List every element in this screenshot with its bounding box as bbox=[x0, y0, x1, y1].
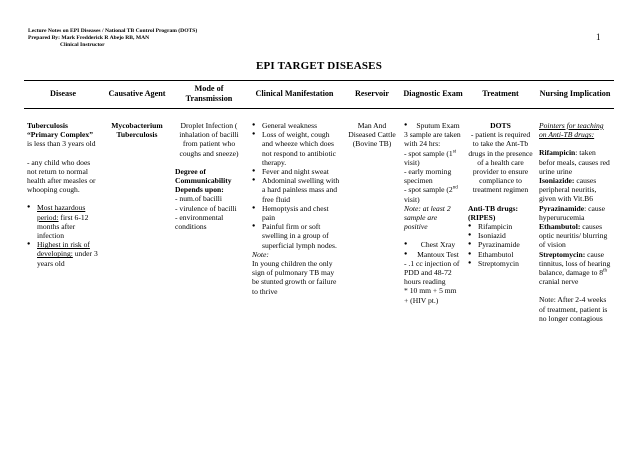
disease-name: Tuberculosis “Primary Complex” bbox=[27, 121, 94, 140]
drug-item: ● Isoniazid bbox=[468, 231, 533, 240]
manifestation-item: ● Fever and night sweat bbox=[252, 167, 340, 176]
col-header-reservoir: Reservoir bbox=[343, 81, 401, 109]
diseases-table bbox=[24, 80, 614, 323]
sputum-exam-item: ● Sputum Exam bbox=[404, 121, 462, 130]
manifestation-note-label: Note: bbox=[252, 249, 269, 259]
mantoux-test-item: ● Mantoux Test bbox=[404, 250, 462, 259]
drug-item: ● Rifampicin bbox=[468, 222, 533, 231]
hazard-period-item: ● Most hazardous period: first 6-12 months after infection bbox=[27, 203, 99, 240]
header-line-3: Clinical Instructor bbox=[60, 42, 105, 48]
manifestation-note: In young children the only sign of pulmonary TB may be stunted growth or failure to thrive bbox=[252, 259, 337, 296]
manifestation-item: ● Hemoptysis and chest pain bbox=[252, 204, 340, 222]
header-line-1: Lecture Notes on EPI Diseases / National TB Control Program (DOTS) bbox=[28, 28, 198, 34]
sputum-detail: 3 sample are taken with 24 hrs: bbox=[404, 130, 461, 149]
cell-causative-agent: Mycobacterium Tuberculosis bbox=[111, 121, 163, 140]
drug-item: ● Streptomycin bbox=[468, 259, 533, 268]
col-header-mode-of-transmission: Mode of Transmission bbox=[172, 81, 246, 109]
factor-item: - num.of bacilli bbox=[175, 194, 223, 204]
drug-item: ● Pyrazinamide bbox=[468, 240, 533, 249]
manifestation-item: ● Abdominal swelling with a hard painless mass and free fluid bbox=[252, 176, 340, 204]
manifestation-item: ● Loss of weight, cough and wheeze which does not respond to antibiotic therapy. bbox=[252, 130, 340, 167]
diagnostic-note: Note: at least 2 sample are positive bbox=[404, 203, 451, 232]
col-header-causative-agent: Causative Agent bbox=[102, 81, 172, 109]
factor-item: - virulence of bacilli bbox=[175, 203, 237, 213]
spot-sample-1: - spot sample (1st visit) bbox=[404, 148, 457, 167]
col-header-treatment: Treatment bbox=[465, 81, 536, 109]
cell-disease bbox=[24, 109, 102, 324]
page-title: EPI TARGET DISEASES bbox=[255, 60, 383, 72]
dots-label: DOTS bbox=[490, 121, 511, 130]
manifestation-item: ● General weakness bbox=[252, 121, 340, 130]
table-row bbox=[24, 109, 614, 324]
drug-item: ● Ethambutol bbox=[468, 250, 533, 259]
streptomycin-note: Streptomycin: cause tinnitus, loss of hearing balance, damage to 8th cranial nerve bbox=[539, 249, 611, 287]
col-header-clinical-manifestation: Clinical Manifestation bbox=[246, 81, 343, 109]
cell-nursing-implication bbox=[536, 109, 614, 324]
mantoux-reading: * 10 mm + 5 mm + (HIV pt.) bbox=[404, 286, 457, 305]
isoniazide-note: Isoniazide: causes peripheral neuritis, given with Vit.B6 bbox=[539, 176, 597, 204]
col-header-nursing-implication: Nursing Implication bbox=[536, 81, 614, 109]
chest-xray-item: ● Chest Xray bbox=[404, 240, 462, 249]
table-header-row bbox=[24, 81, 614, 109]
col-header-diagnostic-exam: Diagnostic Exam bbox=[401, 81, 465, 109]
factor-item: - environmental conditions bbox=[175, 212, 224, 232]
ethambutol-note: Ethambutol: causes optic neuritis/ blurring of vision bbox=[539, 222, 608, 250]
rifampicin-note: Rifampicin: taken befor meals, causes red urine urine bbox=[539, 148, 610, 176]
contagious-note: Note: After 2-4 weeks of treatment, patient is no longer contagious bbox=[539, 295, 608, 323]
cell-treatment bbox=[465, 109, 536, 324]
disease-name-suffix: is less than 3 years old bbox=[27, 139, 96, 149]
header-line-2: Prepared By: Mark Fredderick R Abejo RB, MAN bbox=[28, 35, 150, 41]
mantoux-detail: - .1 cc injection of PDD and 48-72 hours reading bbox=[404, 258, 460, 287]
spot-sample-2: - spot sample (2nd visit) bbox=[404, 185, 458, 204]
disease-child-note: - any child who does not return to normal health after measles or whooping cough. bbox=[27, 157, 96, 195]
cell-diagnostic-exam bbox=[401, 109, 465, 324]
cell-clinical-manifestation bbox=[246, 109, 343, 324]
document-header bbox=[28, 28, 197, 49]
page-number: 1 bbox=[596, 32, 601, 42]
cell-transmission bbox=[172, 109, 246, 324]
dots-text: - patient is required to take the Ant-Tb drugs in the presence of a health care provider to ensure compliance to treatment regimen bbox=[468, 130, 533, 195]
transmission-main: Droplet Infection ( inhalation of bacilli from patient who coughs and sneeze) bbox=[179, 121, 239, 158]
pointers-heading: Pointers for teaching on Anti-TB drugs: bbox=[539, 121, 604, 140]
manifestation-item: ● Painful firm or soft swelling in a group of superficial lymph nodes. bbox=[252, 222, 340, 250]
communicability-label: Degree of Communicability Depends upon: bbox=[175, 166, 232, 195]
pyrazinamide-note: Pyrazinamide: cause hyperurucemia bbox=[539, 203, 606, 222]
anti-tb-drugs-label: Anti-TB drugs: (RIPES) bbox=[468, 203, 519, 222]
risk-item: ● Highest in risk of developing: under 3 years old bbox=[27, 240, 99, 268]
early-morning-specimen: - early morning specimen bbox=[404, 167, 452, 186]
cell-reservoir: Man And Diseased Cattle (Bovine TB) bbox=[348, 121, 396, 149]
col-header-disease: Disease bbox=[24, 81, 102, 109]
